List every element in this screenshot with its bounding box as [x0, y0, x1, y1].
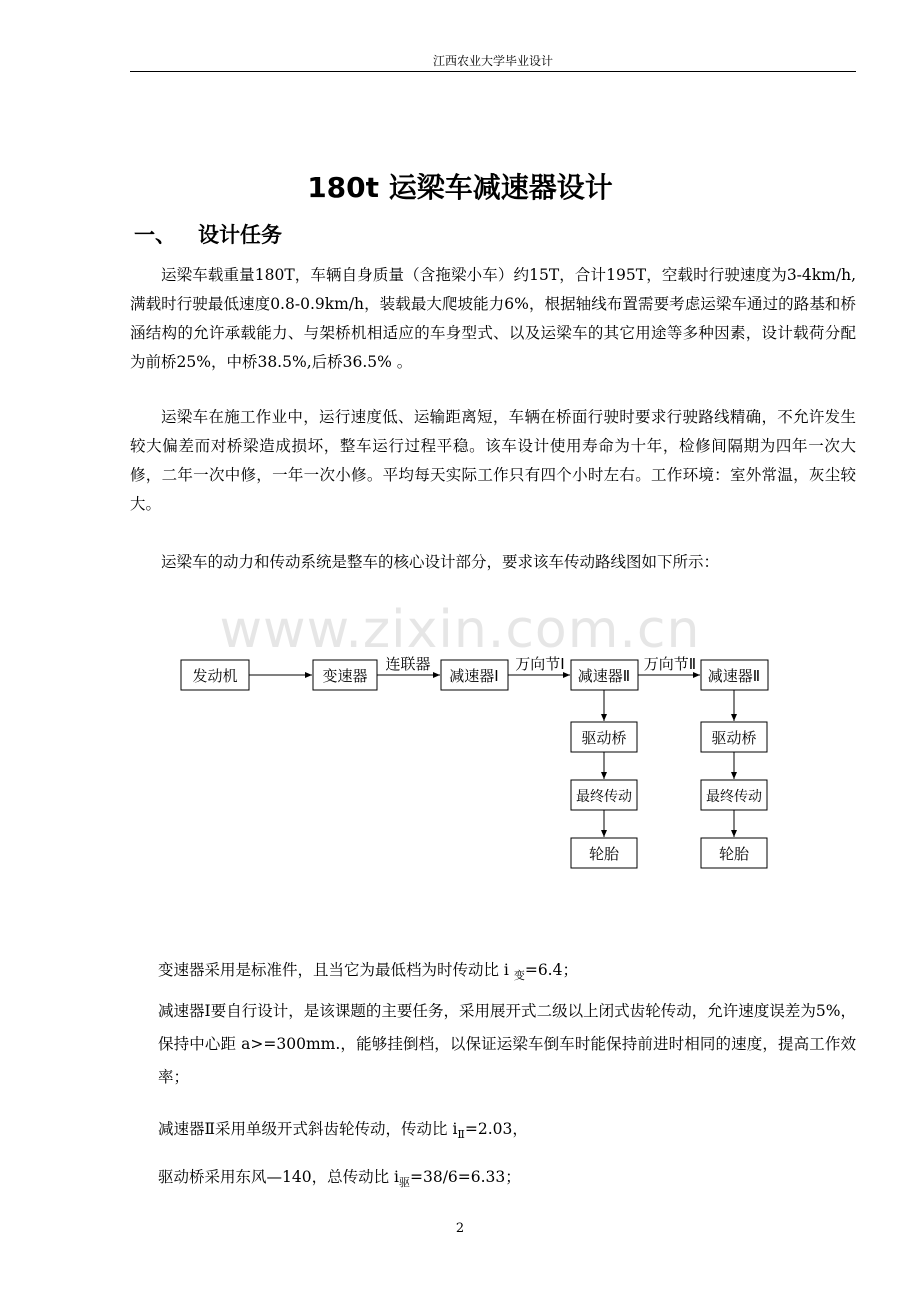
- page-number: 2: [455, 1221, 465, 1236]
- reducer1-label: 减速器Ⅰ: [449, 667, 499, 685]
- gearbox-ratio-value: =6.4；: [524, 961, 578, 979]
- paragraph-load: 运梁车载重量180T，车辆自身质量（含拖梁小车）约15T，合计195T，空载时行驶速度为3-4km/h,满载时行驶最低速度0.8-0.9km/h，装载最大爬坡能力6%，根据轴线布置需要考虑运梁车通过的路基和桥涵结构的允许承载能力、与架桥机相适应的车身型式、以及运梁车的其它用途等多种因素，设计载荷分配为前桥25%，中桥38.5%,后桥36.5% 。: [130, 266, 856, 371]
- paragraph-intro-diagram: 运梁车的动力和传动系统是整车的核心设计部分，要求该车传动路线图如下所示：: [161, 553, 720, 571]
- drive-axle-label-1: 驱动桥: [581, 729, 627, 747]
- tire-label-1: 轮胎: [588, 845, 620, 863]
- gearbox-spec-text: 变速器采用是标准件，且当它为最低档为时传动比 i: [158, 961, 514, 979]
- reducer1-spec: 减速器Ⅰ要自行设计，是该课题的主要任务，采用展开式二级以上闭式齿轮传动，允许速度误差为5%，保持中心距 a>=300mm.，能够挂倒档，以保证运梁车倒车时能保持前进时相同的速度，提高工作效率；: [158, 1002, 856, 1086]
- reducer2-spec: [158, 1117, 858, 1141]
- drive-axle-label-2: 驱动桥: [711, 729, 757, 747]
- final-drive-label-1: 最终传动: [576, 789, 632, 805]
- page-header: 江西农业大学毕业设计: [432, 54, 553, 68]
- reducer2a-label: 减速器Ⅱ: [577, 667, 631, 685]
- drive-axle-ratio-value: =38/6=6.33；: [409, 1168, 521, 1186]
- gearbox-label: 变速器: [322, 667, 368, 685]
- ujoint1-label: 万向节Ⅰ: [515, 655, 565, 673]
- watermark: www.zixin.com.cn: [219, 600, 701, 660]
- final-drive-label-2: 最终传动: [706, 789, 762, 805]
- tire-label-2: 轮胎: [718, 845, 750, 863]
- ujoint2-label: 万向节Ⅱ: [643, 655, 697, 673]
- section-number: 一、: [134, 223, 176, 247]
- drive-axle-spec-text: 驱动桥采用东风—140，总传动比 i: [158, 1168, 399, 1186]
- reducer2-ratio-value: =2.03，: [464, 1120, 528, 1138]
- paragraph-operation: 运梁车在施工作业中，运行速度低、运输距离短，车辆在桥面行驶时要求行驶路线精确，不允许发生较大偏差而对桥梁造成损坏，整车运行过程平稳。该车设计使用寿命为十年，检修间隔期为四年一次大修，二年一次中修，一年一次小修。平均每天实际工作只有四个小时左右。工作环境：室外常温，灰尘较大。: [130, 408, 856, 513]
- gearbox-spec: [158, 958, 858, 983]
- transmission-diagram: [0, 640, 920, 880]
- section-heading: [134, 219, 282, 249]
- reducer2b-label: 减速器Ⅱ: [707, 667, 761, 685]
- section-title: 设计任务: [198, 223, 282, 247]
- drive-axle-spec: [158, 1165, 858, 1190]
- drive-axle-ratio-subscript: 驱: [398, 1176, 410, 1190]
- gearbox-ratio-subscript: 变: [513, 969, 525, 983]
- document-title: 180t 运梁车减速器设计: [307, 171, 613, 204]
- coupling-label: 连联器: [385, 655, 431, 673]
- reducer2-spec-text: 减速器Ⅱ采用单级开式斜齿轮传动，传动比 i: [158, 1120, 458, 1138]
- reducer2-ratio-subscript: Ⅱ: [457, 1128, 465, 1142]
- header-rule: [130, 71, 856, 72]
- engine-label: 发动机: [192, 667, 238, 685]
